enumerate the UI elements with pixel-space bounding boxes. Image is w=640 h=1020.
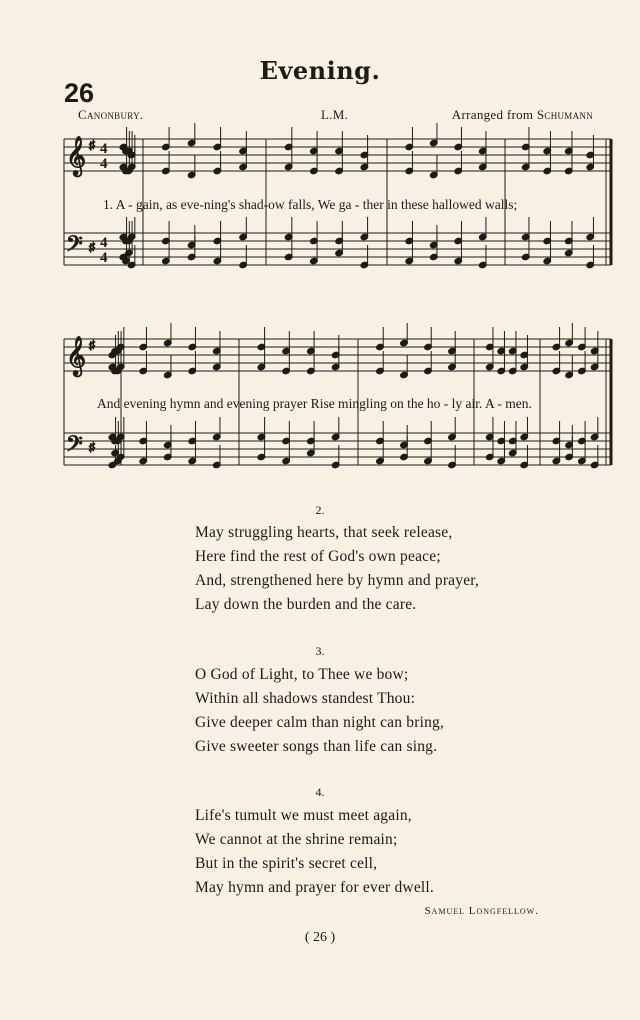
sharp-icon: ♯ bbox=[89, 338, 95, 352]
verse-line: O God of Light, to Thee we bow; bbox=[195, 666, 409, 683]
time-signature-top-bass: 4 bbox=[100, 235, 108, 251]
verse-line: We cannot at the shrine remain; bbox=[195, 831, 398, 848]
treble-clef-icon: 𝄞 bbox=[66, 336, 87, 376]
hymn-number: 26 bbox=[64, 78, 95, 108]
verse-line: May hymn and prayer for ever dwell. bbox=[195, 879, 434, 896]
treble-clef-icon: 𝄞 bbox=[66, 136, 87, 176]
verse-line: But in the spirit's secret cell, bbox=[195, 855, 378, 872]
bass-clef-icon: 𝄢 bbox=[66, 432, 83, 462]
verse-line: Here find the rest of God's own peace; bbox=[195, 548, 441, 565]
verse-line: Lay down the burden and the care. bbox=[195, 596, 417, 613]
verse-line: Within all shadows standest Thou: bbox=[195, 690, 416, 707]
lyrics-line-2: And evening hymn and evening prayer Rise mingling on the ho - ly air. A - men. bbox=[97, 396, 532, 411]
verse-line: Life's tumult we must meet again, bbox=[195, 807, 412, 824]
verse-number: 3. bbox=[315, 644, 325, 658]
verse-number: 4. bbox=[315, 785, 325, 799]
time-signature-bottom-bass: 4 bbox=[100, 250, 108, 266]
tune-name: Canonbury. bbox=[78, 107, 144, 122]
verse-line: Give deeper calm than night can bring, bbox=[195, 714, 445, 731]
author-credit: Samuel Longfellow. bbox=[424, 905, 539, 917]
verse-line: And, strengthened here by hymn and prayer, bbox=[195, 572, 480, 589]
time-signature-top: 4 bbox=[100, 141, 108, 157]
verse-number: 2. bbox=[315, 503, 325, 517]
arranger-name: Schumann bbox=[536, 107, 593, 122]
verse-line: Give sweeter songs than life can sing. bbox=[195, 738, 438, 755]
page-number: ( 26 ) bbox=[304, 930, 336, 945]
time-signature-bottom: 4 bbox=[100, 156, 108, 172]
sharp-icon: ♯ bbox=[89, 440, 95, 454]
arranger-prefix: Arranged from bbox=[451, 107, 537, 122]
sharp-icon: ♯ bbox=[89, 240, 95, 254]
lyrics-line-1: 1. A - gain, as eve-ning's shad-ow falls, We ga - ther in these hallowed walls; bbox=[103, 197, 518, 212]
meter: L.M. bbox=[321, 107, 349, 122]
hymn-title: Evening. bbox=[259, 56, 381, 85]
verse-line: May struggling hearts, that seek release, bbox=[195, 524, 453, 541]
bass-clef-icon: 𝄢 bbox=[66, 232, 83, 262]
sharp-icon: ♯ bbox=[89, 138, 95, 152]
